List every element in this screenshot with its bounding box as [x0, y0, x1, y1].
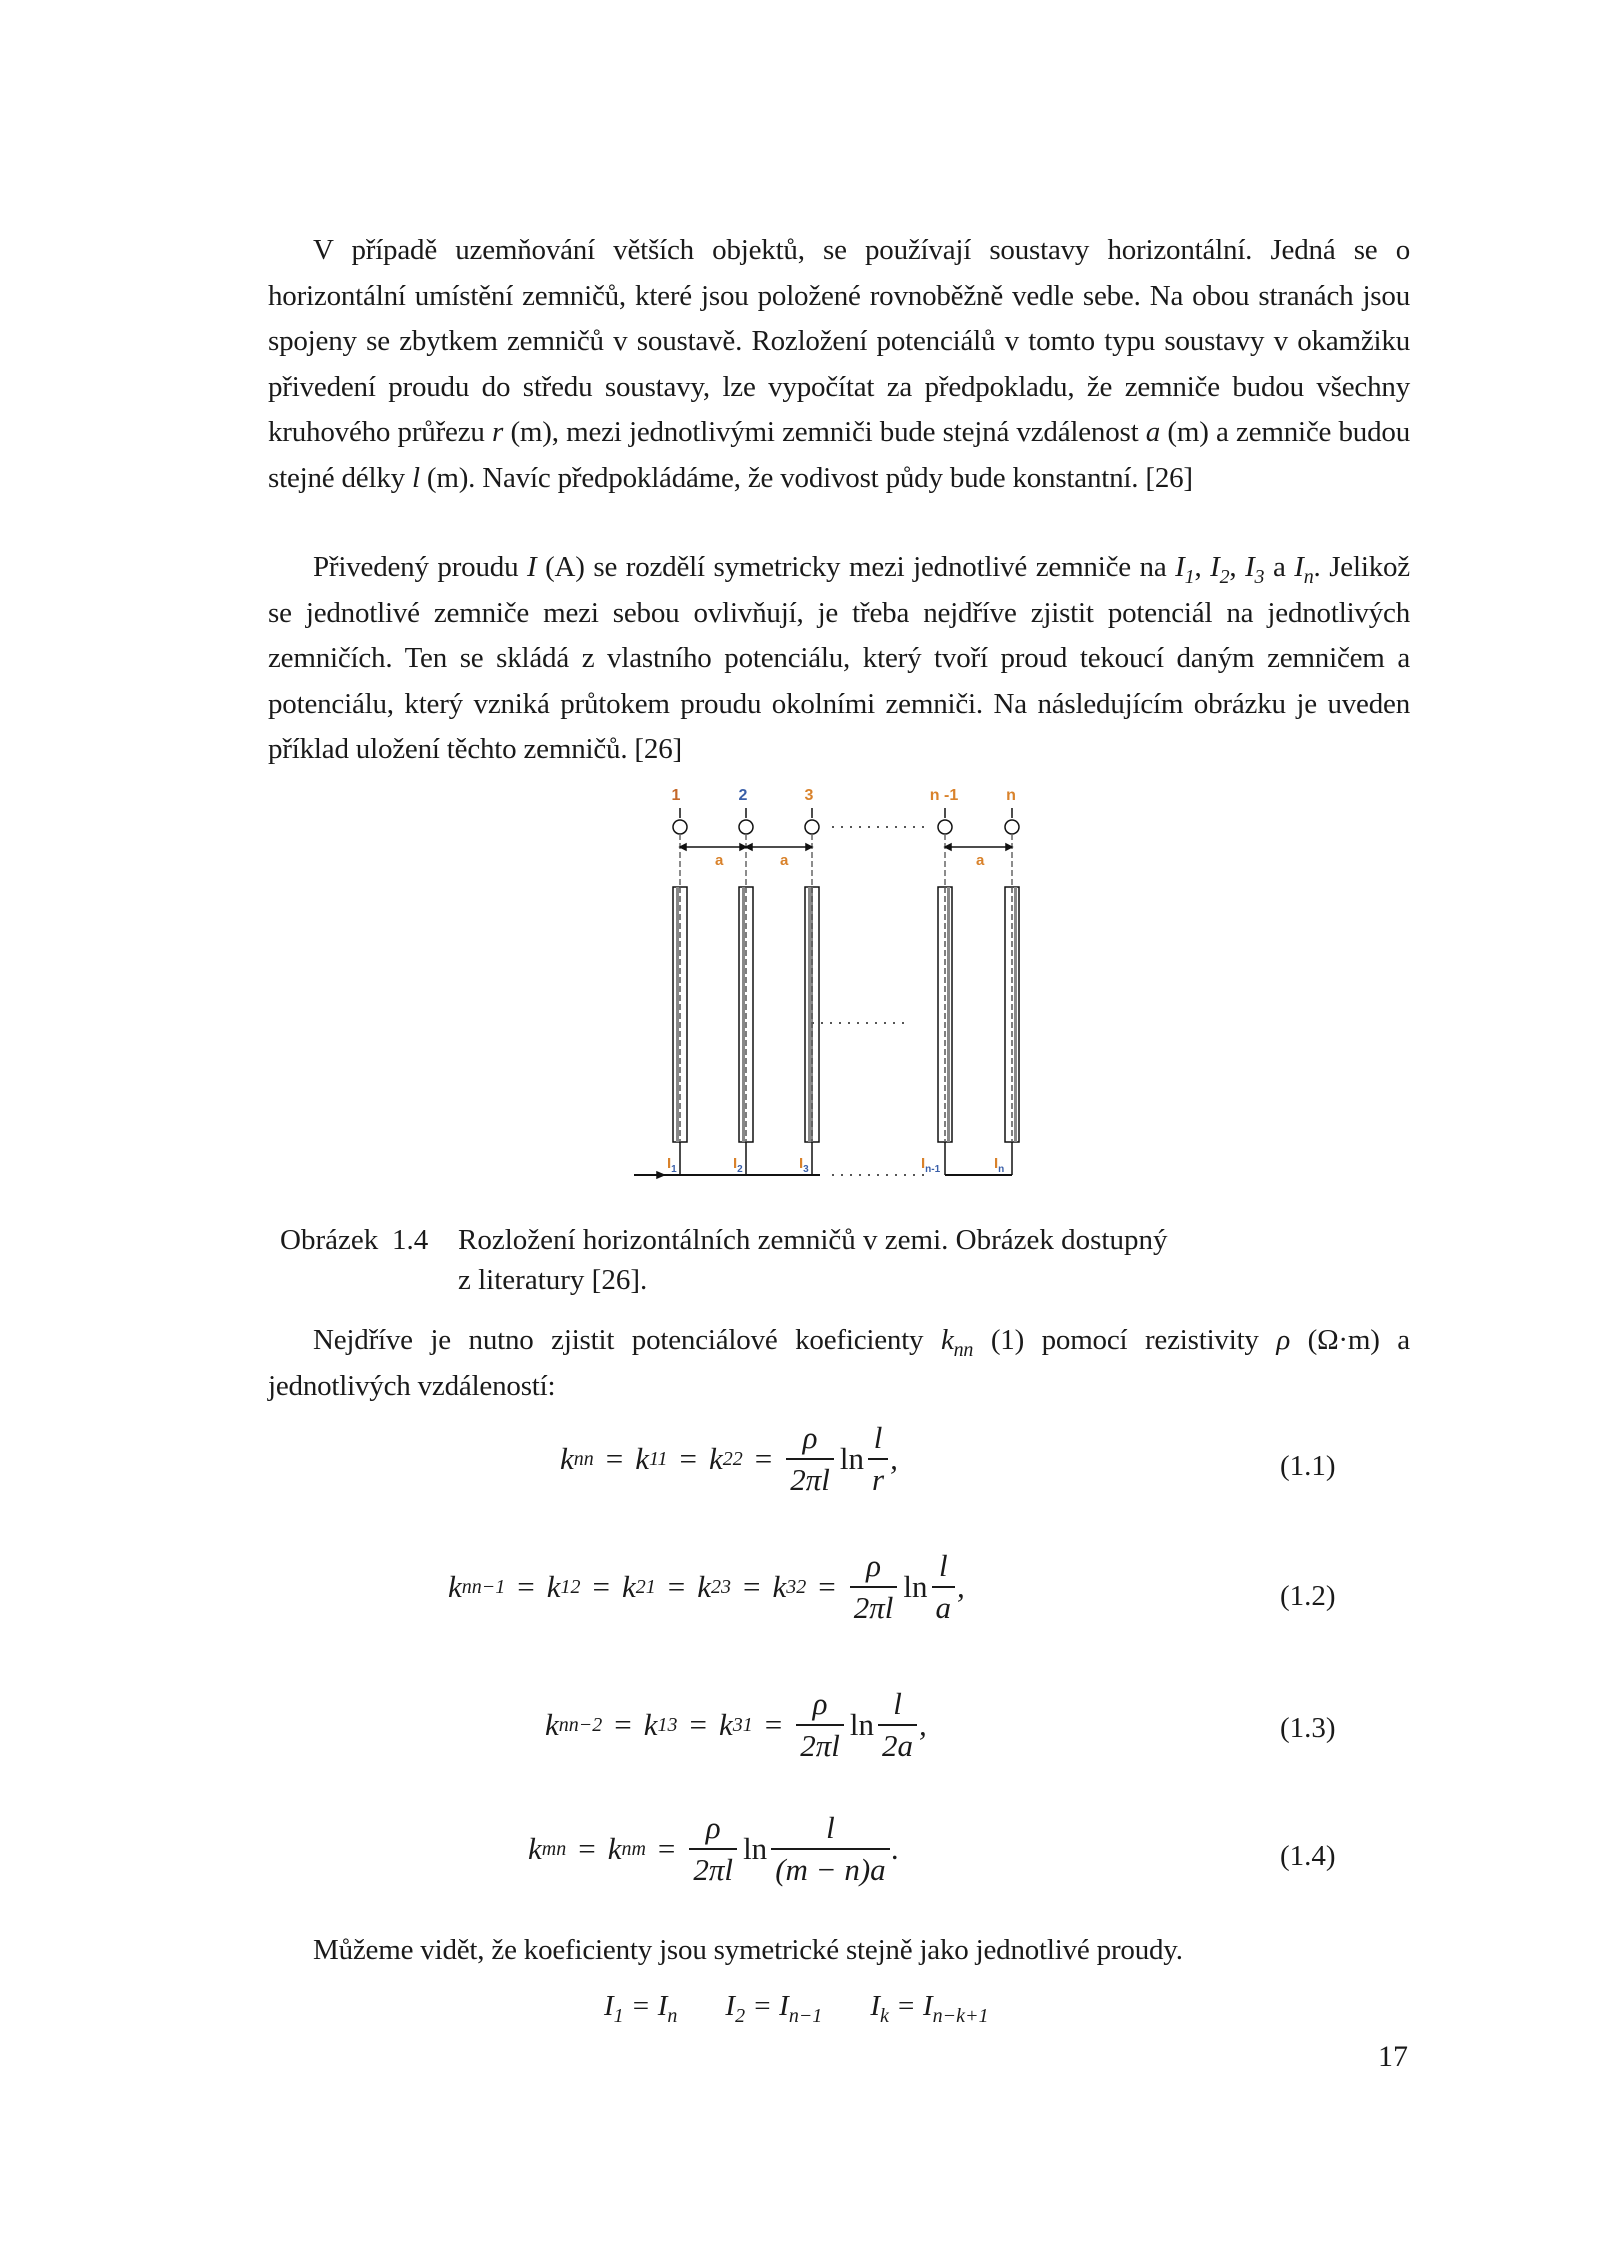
caption-text-line2: z literatury [26].	[458, 1264, 648, 1296]
spacing-label-a: a	[780, 852, 789, 869]
electrode-label-2: 2	[738, 787, 748, 804]
figure-caption	[280, 1220, 1167, 1300]
equation-1-1: k nn = k 11 = k 22 = $\frac{\rho}{2\pi l}$ ln $\frac{l}{r}$ ,	[560, 1420, 898, 1497]
equation-number-1-2: (1.2)	[1280, 1580, 1336, 1612]
caption-number: 1.4	[392, 1224, 429, 1256]
electrode-label-n-1: n -1	[929, 787, 959, 804]
equation-number-1-3: (1.3)	[1280, 1712, 1336, 1744]
equation-number-1-4: (1.4)	[1280, 1840, 1336, 1872]
current-label-I1: $I_1$	[667, 1155, 677, 1175]
electrode-3	[805, 808, 819, 1175]
caption-text-line1: Rozložení horizontálních zemničů v zemi. Obrázek dostupný	[458, 1224, 1168, 1256]
horizontal-grounding-diagram	[620, 770, 1040, 1190]
electrode-label-n: n	[1006, 787, 1016, 804]
caption-label: Obrázek	[280, 1224, 379, 1256]
equation-1-2: k nn−1 = k 12 = k 21 = k 23 = k 32 = $\frac{\rho}{2\pi l}$ ln $\frac{l}{a}$ ,	[448, 1548, 965, 1625]
current-label-I2: $I_2$	[733, 1155, 743, 1175]
spacing-label-a: a	[976, 852, 985, 869]
electrode-label-1: 1	[671, 787, 681, 804]
electrode-n	[1005, 808, 1019, 1175]
equation-number-1-1: (1.1)	[1280, 1450, 1336, 1482]
paragraph-2: Přivedený proudu I (A) se rozdělí symetricky mezi jednotlivé zemniče na $I_1$, $I_2$, $I_3$ a $I_n$. Jelikož se jednotlivé zemniče mezi sebou ovlivňují, je třeba nejdříve zjistit potenciál na jednotlivých zemničích. Ten se skládá z vlastního potenciálu, který tvoří proud tekoucí daným zemničem a potenciálu, který vzniká průtokem proudu okolními zemniči. Na následujícím obrázku je uveden příklad uložení těchto zemničů. [26]	[268, 551, 1410, 765]
equation-1-4: k mn = k nm = $\frac{\rho}{2\pi l}$ ln $\frac{l}{(m - n)a}$ .	[528, 1810, 900, 1887]
spacing-label-a: a	[715, 852, 724, 869]
electrode-2	[739, 808, 753, 1175]
electrode-label-3: 3	[804, 787, 814, 804]
current-label-In: $I_n$	[994, 1155, 1005, 1175]
equation-1-3: k nn−2 = k 13 = k 31 = $\frac{\rho}{2\pi l}$ ln $\frac{l}{2a}$ ,	[545, 1686, 927, 1763]
electrode-1	[673, 808, 687, 1175]
current-label-In-1: $I_{n-1}$	[921, 1155, 941, 1175]
paragraph-1: V případě uzemňování větších objektů, se používají soustavy horizontální. Jedná se o horizontální umístění zemničů, které jsou položené rovnoběžně vedle sebe. Na obou stranách jsou spojeny se zbytkem zemničů v soustavě. Rozložení potenciálů v tomto typu soustavy v okamžiku přivedení proudu do středu soustavy, lze vypočítat za předpokladu, že zemniče budou všechny kruhového průřezu r (m), mezi jednotlivými zemniči bude stejná vzdálenost a (m) a zemniče budou stejné délky l (m). Navíc předpokládáme, že vodivost půdy bude konstantní. [26]	[268, 234, 1411, 494]
paragraph-4: Můžeme vidět, že koeficienty jsou symetrické stejně jako jednotlivé proudy.	[313, 1934, 1183, 1966]
paragraph-3: Nejdříve je nutno zjistit potenciálové koeficienty $k_{nn}$ (1) pomocí rezistivity ρ (Ω·m) a jednotlivých vzdáleností:	[268, 1324, 1410, 1402]
page-number: 17	[1378, 2040, 1408, 2073]
current-symmetry-relations: $I_1 = I_n$ $I_2 = I_{n-1}$ $I_k = I_{n-k+1}$	[604, 1990, 989, 2027]
current-label-I3: $I_3$	[799, 1155, 809, 1175]
electrode-n-1	[938, 808, 952, 1175]
